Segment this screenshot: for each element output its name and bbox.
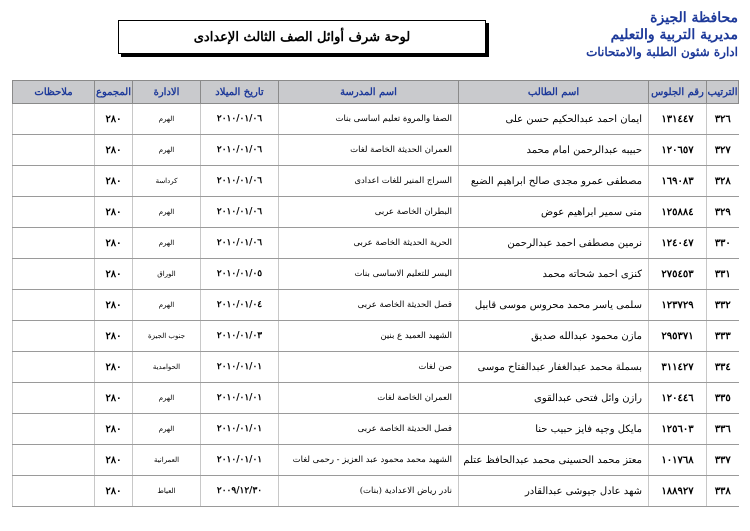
cell-total: ٢٨٠ [95, 445, 133, 476]
cell-total: ٢٨٠ [95, 352, 133, 383]
cell-rank: ٣٣١ [707, 259, 739, 290]
cell-dob: ٢٠١٠/٠١/٠١ [201, 352, 279, 383]
department-name: ادارة شئون الطلبة والامتحانات [586, 45, 738, 59]
cell-admin: كرداسة [133, 166, 201, 197]
col-header-admin: الادارة [133, 81, 201, 104]
cell-admin: العياط [133, 476, 201, 507]
cell-rank: ٣٣٢ [707, 290, 739, 321]
cell-student: منى سمير ابراهيم عوض [459, 197, 649, 228]
cell-school: فصل الحديثة الخاصة عربى [279, 290, 459, 321]
cell-total: ٢٨٠ [95, 104, 133, 135]
cell-student: مايكل وجيه فايز حبيب حنا [459, 414, 649, 445]
cell-dob: ٢٠١٠/٠١/٠٦ [201, 197, 279, 228]
cell-admin: العمرانية [133, 445, 201, 476]
cell-seat: ١٨٨٩٢٧ [649, 476, 707, 507]
cell-admin: الهرم [133, 197, 201, 228]
cell-total: ٢٨٠ [95, 166, 133, 197]
table-row [13, 383, 739, 414]
cell-rank: ٣٣٦ [707, 414, 739, 445]
cell-dob: ٢٠١٠/٠١/٠٥ [201, 259, 279, 290]
cell-seat: ١٢٤٠٤٧ [649, 228, 707, 259]
table-row [13, 166, 739, 197]
cell-seat: ١٢٠٦٥٧ [649, 135, 707, 166]
table-row [13, 259, 739, 290]
cell-notes [13, 166, 95, 197]
honor-roll-table [12, 80, 739, 507]
cell-seat: ١٠١٧٦٨ [649, 445, 707, 476]
cell-school: البطران الخاصة عربى [279, 197, 459, 228]
table-row [13, 352, 739, 383]
cell-total: ٢٨٠ [95, 414, 133, 445]
cell-seat: ٣١١٤٢٧ [649, 352, 707, 383]
cell-dob: ٢٠١٠/٠١/٠٦ [201, 166, 279, 197]
cell-admin: الهرم [133, 383, 201, 414]
cell-total: ٢٨٠ [95, 383, 133, 414]
cell-seat: ١٢٥٨٨٤ [649, 197, 707, 228]
table-row [13, 197, 739, 228]
cell-rank: ٣٢٩ [707, 197, 739, 228]
cell-dob: ٢٠١٠/٠١/٠٦ [201, 104, 279, 135]
table-row [13, 104, 739, 135]
cell-student: كنزى احمد شحاته محمد [459, 259, 649, 290]
cell-student: رازن وائل فتحى عبدالقوى [459, 383, 649, 414]
col-header-dob: تاريخ الميلاد [201, 81, 279, 104]
cell-dob: ٢٠١٠/٠١/٠٦ [201, 228, 279, 259]
col-header-notes: ملاحظات [13, 81, 95, 104]
col-header-school: اسم المدرسة [279, 81, 459, 104]
governorate-name: محافظة الجيزة [650, 10, 738, 26]
col-header-student: اسم الطالب [459, 81, 649, 104]
cell-admin: الحوامدية [133, 352, 201, 383]
cell-notes [13, 104, 95, 135]
cell-student: ايمان احمد عبدالحكيم حسن على [459, 104, 649, 135]
directorate-name: مديرية التربية والتعليم [610, 27, 738, 43]
cell-notes [13, 197, 95, 228]
cell-seat: ١٢٣٧٢٩ [649, 290, 707, 321]
page-title: لوحة شرف أوائل الصف الثالث الإعدادى [118, 20, 486, 54]
table-row [13, 321, 739, 352]
cell-school: اليسر للتعليم الاساسى بنات [279, 259, 459, 290]
cell-student: مصطفى عمرو مجدى صالح ابراهيم الضبع [459, 166, 649, 197]
cell-rank: ٣٢٨ [707, 166, 739, 197]
cell-school: الصفا والمروة تعليم اساسى بنات [279, 104, 459, 135]
cell-dob: ٢٠١٠/٠١/٠٦ [201, 135, 279, 166]
cell-school: نادر رياض الاعدادية (بنات) [279, 476, 459, 507]
table-header-row [13, 81, 739, 104]
cell-total: ٢٨٠ [95, 197, 133, 228]
cell-rank: ٣٣٥ [707, 383, 739, 414]
cell-dob: ٢٠١٠/٠١/٠١ [201, 445, 279, 476]
cell-dob: ٢٠٠٩/١٢/٣٠ [201, 476, 279, 507]
cell-dob: ٢٠١٠/٠١/٠٤ [201, 290, 279, 321]
table-row [13, 414, 739, 445]
cell-rank: ٣٢٧ [707, 135, 739, 166]
cell-admin: الهرم [133, 135, 201, 166]
col-header-rank: الترتيب [707, 81, 739, 104]
cell-admin: الهرم [133, 228, 201, 259]
cell-total: ٢٨٠ [95, 321, 133, 352]
cell-total: ٢٨٠ [95, 259, 133, 290]
cell-seat: ١٦٩٠٨٣ [649, 166, 707, 197]
cell-seat: ١٢٥٦٠٣ [649, 414, 707, 445]
cell-notes [13, 228, 95, 259]
cell-seat: ٢٧٥٤٥٣ [649, 259, 707, 290]
col-header-seat: رقم الجلوس [649, 81, 707, 104]
cell-notes [13, 414, 95, 445]
cell-notes [13, 321, 95, 352]
cell-admin: الهرم [133, 414, 201, 445]
cell-notes [13, 352, 95, 383]
cell-notes [13, 383, 95, 414]
cell-student: نرمين مصطفى احمد عبدالرحمن [459, 228, 649, 259]
cell-admin: الهرم [133, 104, 201, 135]
cell-seat: ٢٩٥٣٧١ [649, 321, 707, 352]
cell-total: ٢٨٠ [95, 476, 133, 507]
cell-school: الشهيد العميد ع بنين [279, 321, 459, 352]
cell-school: الشهيد محمد محمود عبد العزيز - رحمى لغات [279, 445, 459, 476]
cell-notes [13, 476, 95, 507]
table-row [13, 476, 739, 507]
cell-admin: الهرم [133, 290, 201, 321]
cell-school: صن لغات [279, 352, 459, 383]
cell-rank: ٣٣٨ [707, 476, 739, 507]
cell-admin: الوراق [133, 259, 201, 290]
cell-student: معتز محمد الحسينى محمد عبدالحافظ عتلم [459, 445, 649, 476]
table-row [13, 445, 739, 476]
cell-dob: ٢٠١٠/٠١/٠١ [201, 383, 279, 414]
table-row [13, 228, 739, 259]
cell-notes [13, 135, 95, 166]
cell-total: ٢٨٠ [95, 228, 133, 259]
cell-school: العمران الخاصة لغات [279, 383, 459, 414]
table-row [13, 290, 739, 321]
cell-student: حبيبه عبدالرحمن امام محمد [459, 135, 649, 166]
cell-total: ٢٨٠ [95, 135, 133, 166]
cell-notes [13, 259, 95, 290]
cell-school: فصل الحديثة الخاصة عربى [279, 414, 459, 445]
cell-rank: ٣٣٣ [707, 321, 739, 352]
cell-seat: ١٣١٤٤٧ [649, 104, 707, 135]
col-header-total: المجموع [95, 81, 133, 104]
cell-notes [13, 290, 95, 321]
cell-student: مازن محمود عبدالله صديق [459, 321, 649, 352]
cell-student: بسملة محمد عبدالغفار عبدالفتاح موسى [459, 352, 649, 383]
table-row [13, 135, 739, 166]
cell-rank: ٣٣٠ [707, 228, 739, 259]
cell-school: الحرية الحديثة الخاصة عربى [279, 228, 459, 259]
cell-admin: جنوب الجيزة [133, 321, 201, 352]
cell-total: ٢٨٠ [95, 290, 133, 321]
cell-school: العمران الحديثة الخاصة لغات [279, 135, 459, 166]
cell-notes [13, 445, 95, 476]
cell-rank: ٣٣٤ [707, 352, 739, 383]
cell-school: السراج المنير للغات اعدادى [279, 166, 459, 197]
cell-rank: ٣٢٦ [707, 104, 739, 135]
cell-student: سلمى ياسر محمد محروس موسى قابيل [459, 290, 649, 321]
cell-student: شهد عادل جيوشى عبدالقادر [459, 476, 649, 507]
cell-seat: ١٢٠٤٤٦ [649, 383, 707, 414]
letterhead [518, 10, 738, 60]
cell-rank: ٣٣٧ [707, 445, 739, 476]
cell-dob: ٢٠١٠/٠١/٠٣ [201, 321, 279, 352]
cell-dob: ٢٠١٠/٠١/٠١ [201, 414, 279, 445]
